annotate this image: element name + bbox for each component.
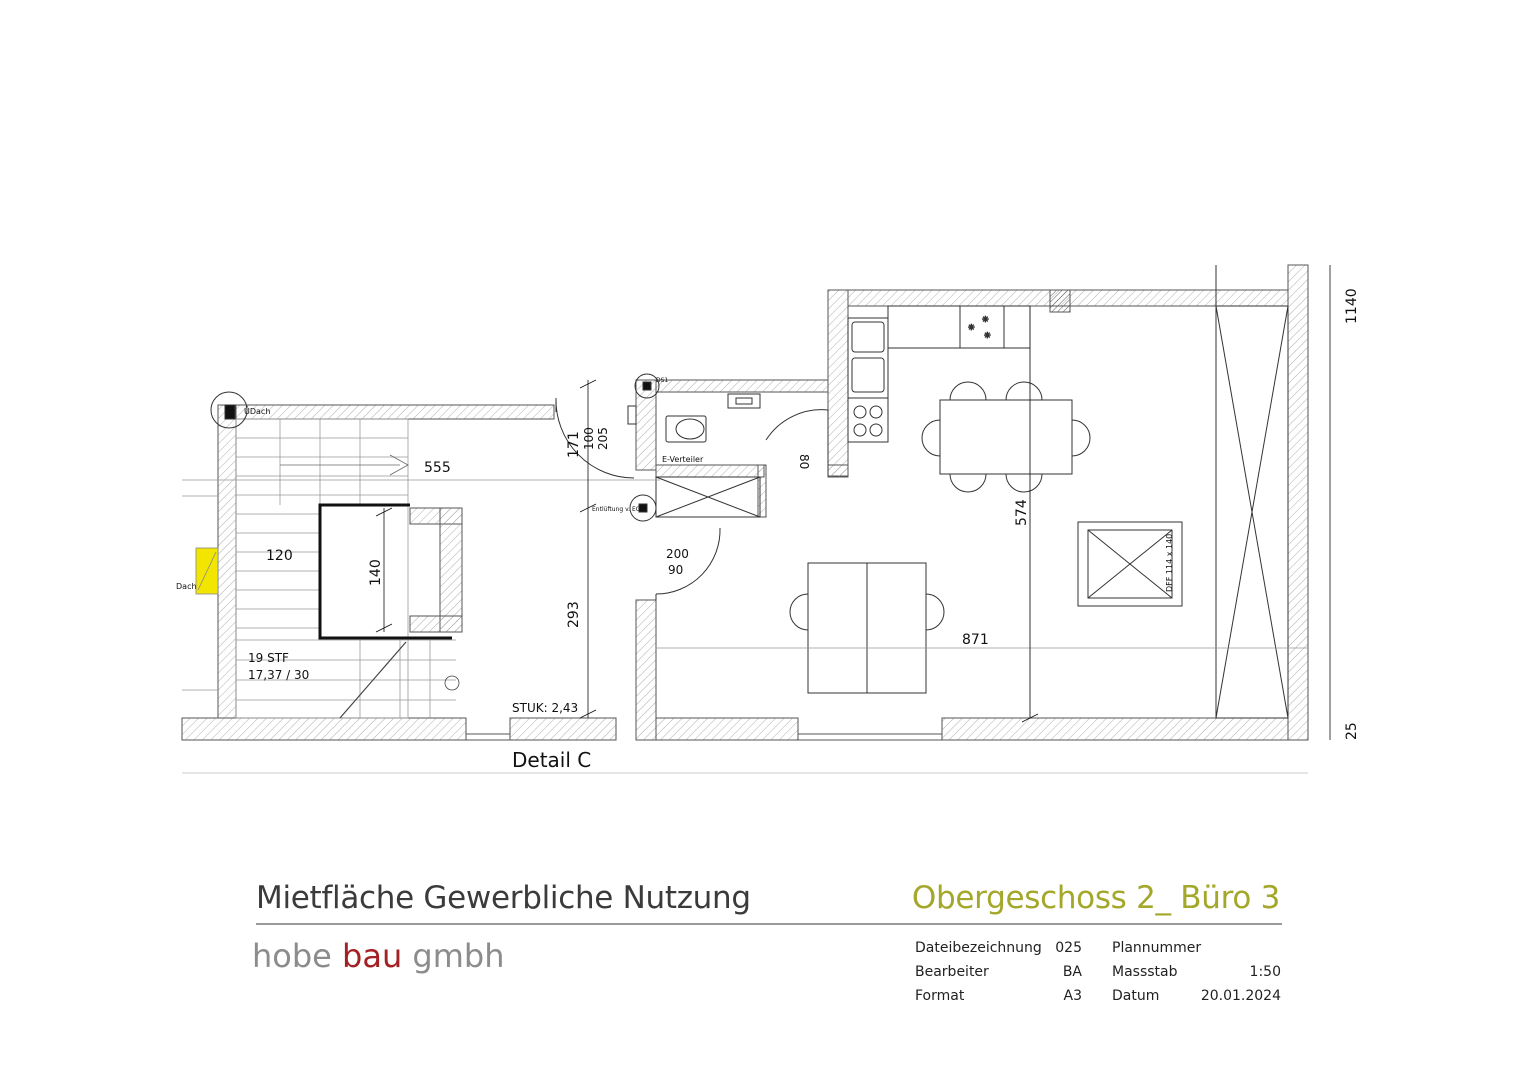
meta-bearbeiter-value: BA <box>1062 964 1082 980</box>
svg-text:✳: ✳ <box>968 323 975 332</box>
meta-massstab-value: 1:50 <box>1249 964 1281 980</box>
chimney <box>1050 290 1070 312</box>
title-rule <box>256 923 1282 925</box>
label-stairs-count: 19 STF <box>248 651 289 665</box>
meta-bearbeiter-label: Bearbeiter <box>915 964 989 980</box>
room-lines <box>182 306 1308 718</box>
company-part1: hobe <box>252 937 343 975</box>
meta-format-value: A3 <box>1063 988 1082 1004</box>
dim-205: 205 <box>596 427 610 450</box>
kitchen <box>848 306 1030 442</box>
dim-293: 293 <box>566 601 582 628</box>
company-name <box>252 937 504 975</box>
dim-574: 574 <box>1014 499 1030 526</box>
label-detail: Detail C <box>512 748 592 772</box>
svg-text:✳: ✳ <box>982 315 989 324</box>
dim-1140: 1140 <box>1344 288 1360 324</box>
company-part3: gmbh <box>402 937 505 975</box>
label-stuk: STUK: 2,43 <box>512 701 579 715</box>
dim-90: 90 <box>668 563 684 577</box>
dim-80: 80 <box>797 454 811 470</box>
label-dff: DFF 114 x 140 <box>1165 533 1174 592</box>
label-ds1: DS1 <box>656 377 669 384</box>
company-part2: bau <box>342 937 403 975</box>
desk <box>790 563 944 693</box>
document-subtitle: Obergeschoss 2_ Büro 3 <box>911 880 1280 916</box>
e-verteiler-box <box>656 477 760 517</box>
dim-871: 871 <box>962 632 989 648</box>
document-title: Mietfläche Gewerbliche Nutzung <box>256 880 751 916</box>
dim-100: 100 <box>582 427 596 450</box>
dim-140: 140 <box>368 559 384 586</box>
label-udach: ÜDach <box>244 407 271 416</box>
dim-25: 25 <box>1344 722 1360 740</box>
dim-555: 555 <box>424 460 451 476</box>
dining-table <box>922 382 1090 492</box>
label-dach: Dach <box>176 582 197 591</box>
roof-panel <box>1216 265 1288 718</box>
meta-massstab-label: Massstab <box>1112 964 1178 980</box>
dim-120: 120 <box>266 548 293 564</box>
meta-dateibezeichnung-label: Dateibezeichnung <box>915 940 1042 956</box>
meta-dateibezeichnung-value: 025 <box>1055 940 1082 956</box>
label-e-verteiler: E-Verteiler <box>662 455 704 464</box>
walls <box>182 265 1308 740</box>
meta-plannummer-label: Plannummer <box>1112 940 1202 956</box>
svg-text:✳: ✳ <box>984 331 991 340</box>
label-stairs-ratio: 17,37 / 30 <box>248 668 310 682</box>
dim-171: 171 <box>566 431 582 458</box>
meta-format-label: Format <box>915 988 965 1004</box>
meta-datum-value: 20.01.2024 <box>1200 988 1281 1004</box>
dim-200: 200 <box>666 547 689 561</box>
meta-datum-label: Datum <box>1112 988 1160 1004</box>
dimension-lines <box>182 265 1330 773</box>
label-entlueftung: Entlüftung v. EG <box>592 506 641 513</box>
